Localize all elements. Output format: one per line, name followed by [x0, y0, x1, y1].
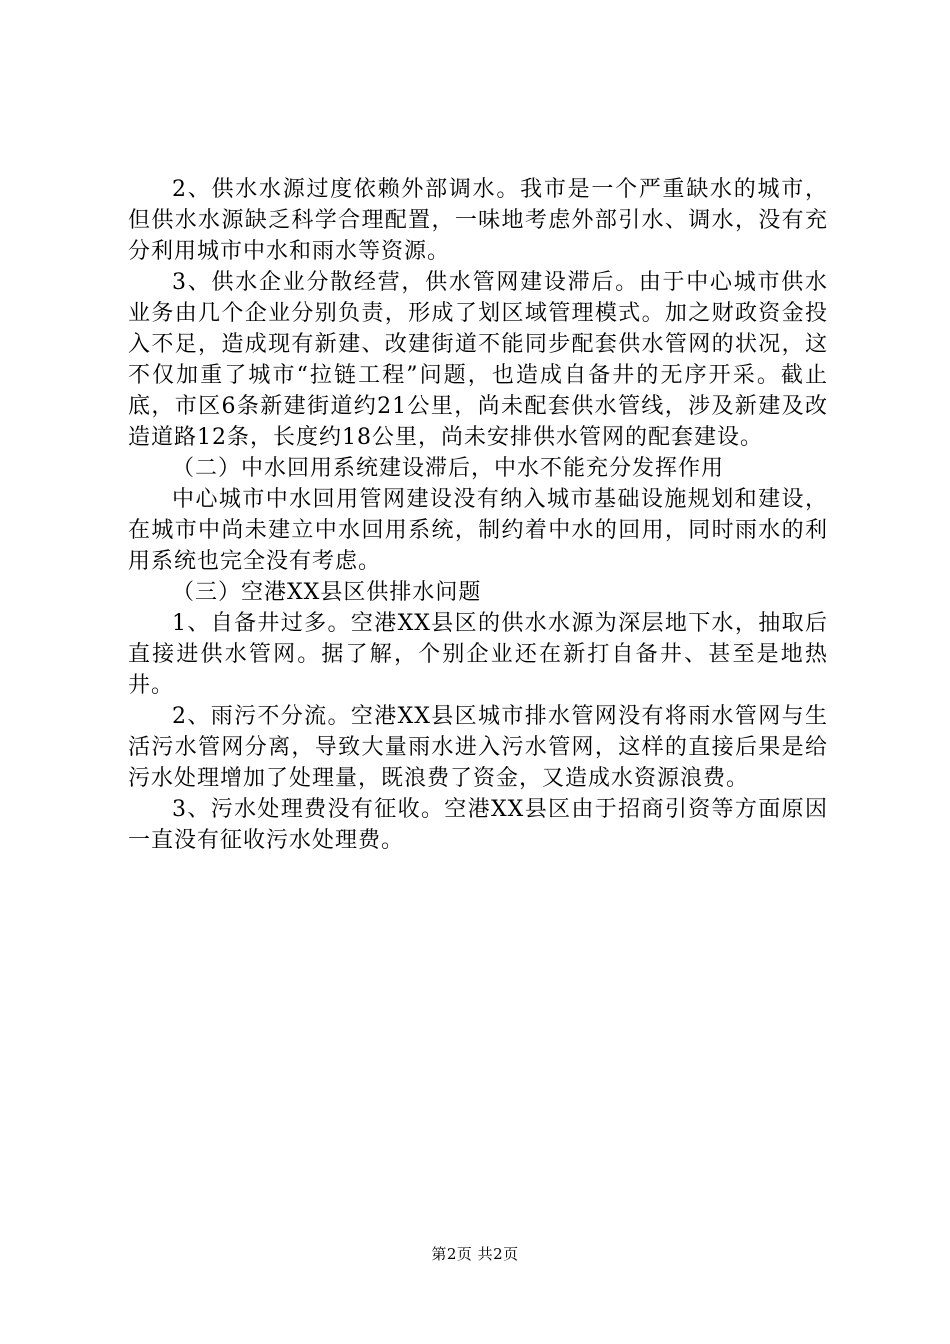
paragraph-reclaimed-water: 中心城市中水回用管网建设没有纳入城市基础设施规划和建设，在城市中尚未建立中水回用系统，制约着中水的回用，同时雨水的利用系统也完全没有考虑。: [128, 487, 828, 574]
paragraph-water-source: 2、供水水源过度依赖外部调水。我市是一个严重缺水的城市，但供水水源缺乏科学合理配置，一味地考虑外部引水、调水，没有充分利用城市中水和雨水等资源。: [128, 177, 828, 264]
paragraph-private-wells: 1、自备井过多。空港XX县区的供水水源为深层地下水，抽取后直接进供水管网。据了解，个别企业还在新打自备井、甚至是地热井。: [128, 611, 828, 698]
document-body: [128, 174, 828, 856]
paragraph-sewage-fee: 3、污水处理费没有征收。空港XX县区由于招商引资等方面原因一直没有征收污水处理费。: [128, 797, 828, 853]
section-heading-reclaimed-water: （二）中水回用系统建设滞后，中水不能充分发挥作用: [172, 456, 725, 481]
page-number-footer: 第2页 共2页: [431, 1245, 519, 1263]
paragraph-rain-sewage: 2、雨污不分流。空港XX县区城市排水管网没有将雨水管网与生活污水管网分离，导致大量雨水进入污水管网，这样的直接后果是给污水处理增加了处理量，既浪费了资金，又造成水资源浪费。: [128, 704, 828, 791]
section-heading-airport-district: （三）空港XX县区供排水问题: [172, 580, 482, 605]
paragraph-water-enterprise: 3、供水企业分散经营，供水管网建设滞后。由于中心城市供水业务由几个企业分别负责，形成了划区域管理模式。加之财政资金投入不足，造成现有新建、改建街道不能同步配套供水管网的状况，这不仅加重了城市“拉链工程”问题，也造成自备井的无序开采。截止底，市区6条新建街道约21公里，尚未配套供水管线，涉及新建及改造道路12条，长度约18公里，尚未安排供水管网的配套建设。: [128, 270, 828, 450]
